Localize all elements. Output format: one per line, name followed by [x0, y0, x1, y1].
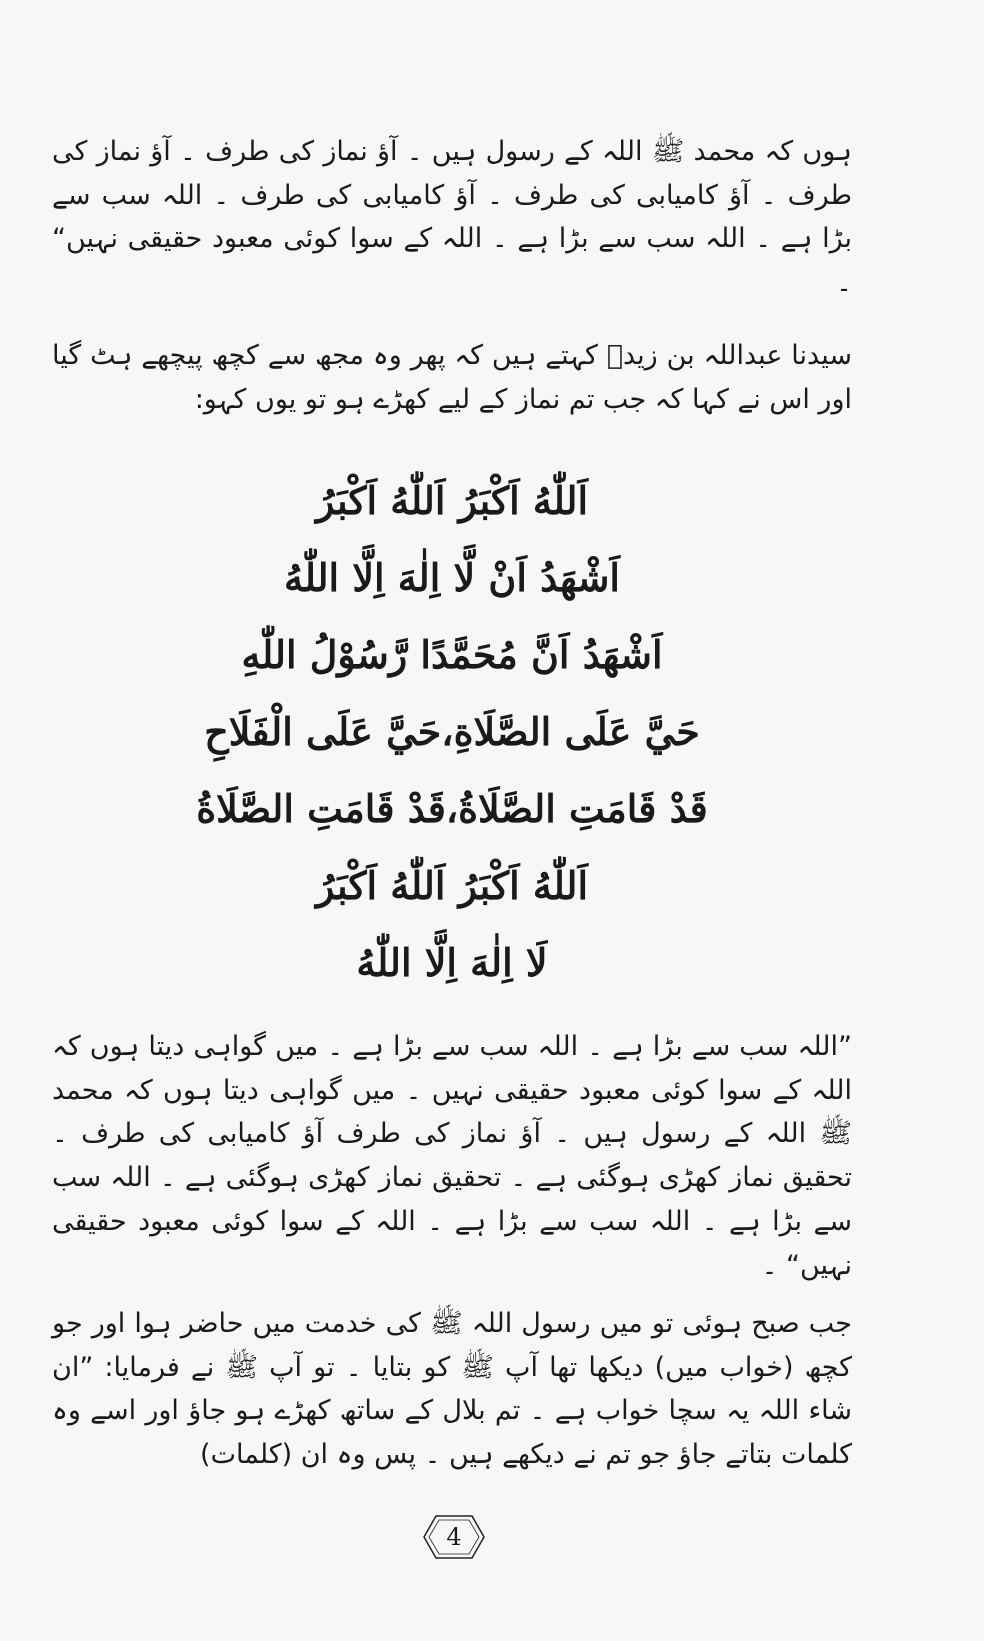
iqamah-line-4: حَيَّ عَلَى الصَّلَاةِ،حَيَّ عَلَى الْفَلَاحِ	[204, 709, 700, 754]
paragraph-3: ”اللہ سب سے بڑا ہے ۔ اللہ سب سے بڑا ہے ۔ میں گواہی دیتا ہوں کہ اللہ کے سوا کوئی معبود حقیقی نہیں ۔ میں گواہی دیتا ہوں کہ محمد ﷺ اللہ کے رسول ہیں ۔ آؤ نماز کی طرف آؤ کامیابی کی طرف ۔ تحقیق نماز کھڑی ہوگئی ہے ۔ تحقیق نماز کھڑی ہوگئی ہے ۔ اللہ سب سے بڑا ہے ۔ اللہ سب سے بڑا ہے ۔ اللہ کے سوا کوئی معبود حقیقی نہیں“ ۔	[52, 1031, 852, 1281]
page-number-text: 4	[446, 1523, 462, 1551]
iqamah-line-2: اَشْهَدُ اَنْ لَّا اِلٰهَ اِلَّا اللّٰهُ	[284, 555, 620, 600]
iqamah-line-5: قَدْ قَامَتِ الصَّلَاةُ،قَدْ قَامَتِ الصَّلَاةُ	[196, 786, 708, 831]
paragraph-1: ہوں کہ محمد ﷺ اللہ کے رسول ہیں ۔ آؤ نماز کی طرف ۔ آؤ نماز کی طرف ۔ آؤ کامیابی کی طرف ۔ آؤ کامیابی کی طرف ۔ اللہ سب سے بڑا ہے ۔ اللہ سب سے بڑا ہے ۔ اللہ کے سوا کوئی معبود حقیقی نہیں“ ۔	[52, 136, 852, 299]
iqamah-text	[52, 478, 852, 1017]
paragraph-2: سیدنا عبداللہ بن زیدؓ کہتے ہیں کہ پھر وہ مجھ سے کچھ پیچھے ہٹ گیا اور اس نے کہا کہ جب تم نماز کے لیے کھڑے ہو تو یوں کہو:	[52, 340, 852, 415]
iqamah-line-3: اَشْهَدُ اَنَّ مُحَمَّدًا رَّسُوْلُ اللّٰهِ	[241, 632, 663, 677]
iqamah-line-7: لَا اِلٰهَ اِلَّا اللّٰهُ	[356, 940, 548, 985]
iqamah-line-6: اَللّٰهُ اَكْبَرُ اَللّٰهُ اَكْبَرُ	[315, 863, 589, 908]
page-number	[422, 1512, 486, 1562]
paragraph-4: جب صبح ہوئی تو میں رسول اللہ ﷺ کی خدمت میں حاضر ہوا اور جو کچھ (خواب میں) دیکھا تھا آپ ﷺ کو بتایا ۔ تو آپ ﷺ نے فرمایا: ”ان شاء اللہ یہ سچا خواب ہے ۔ تم بلال کے ساتھ کھڑے ہو جاؤ اور اسے وہ کلمات بتاتے جاؤ جو تم نے دیکھے ہیں ۔ پس وہ ان (کلمات)	[52, 1308, 852, 1471]
iqamah-line-1: اَللّٰهُ اَكْبَرُ اَللّٰهُ اَكْبَرُ	[315, 478, 589, 523]
